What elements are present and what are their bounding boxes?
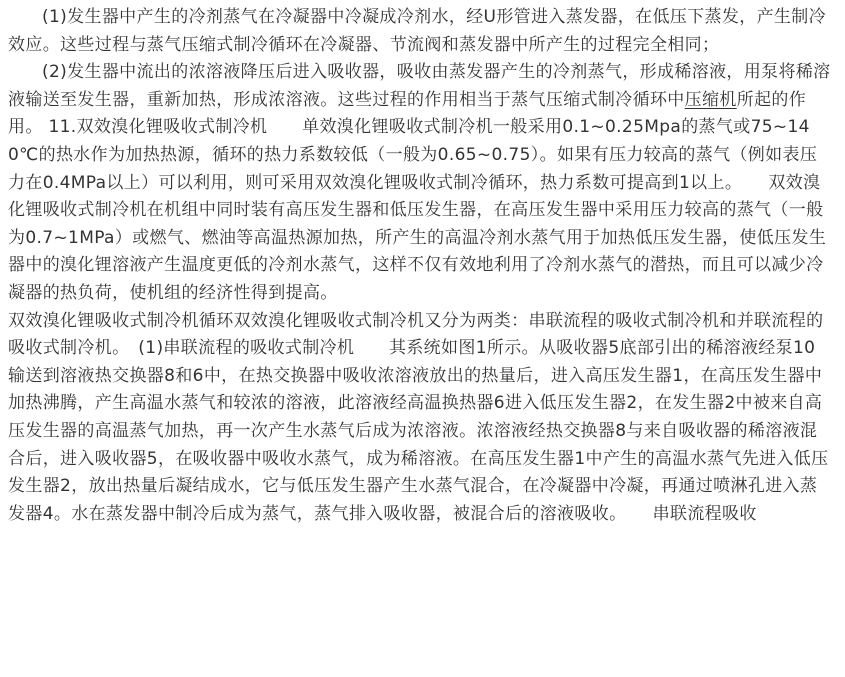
compressor-link[interactable]: 压缩机 xyxy=(684,89,737,110)
paragraph-3-text: 双效溴化锂吸收式制冷机循环双效溴化锂吸收式制冷机又分为两类：串联流程的吸收式制冷机和并联流程的吸收式制冷机。 (1)串联流程的吸收式制冷机 其系统如图1所示。从吸收器5底部引出的稀溶液经泵10输送到溶液热交换器8和6中，在热交换器中吸收浓溶液放出的热量后，进入高压发生器1，在高压发生器中加热沸腾，产生高温水蒸气和较浓的溶液，此溶液经高温换热器6进入低压发生器2，在发生器2中被来自高压发生器的高温蒸气加热，再一次产生水蒸气后成为浓溶液。浓溶液经热交换器8与来自吸收器的稀溶液混合后，进入吸收器5，在吸收器中吸收水蒸气，成为稀溶液。在高压发生器1中产生的高温水蒸气先进入低压发生器2，放出热量后凝结成水，它与低压发生器产生水蒸气混合，在冷凝器中冷凝，再通过喷淋孔进入蒸发器4。水在蒸发器中制冷后成为蒸气，蒸气排入吸收器，被混合后的溶液吸收。 串联流程吸收 xyxy=(8,310,829,524)
paragraph-2 xyxy=(8,59,831,307)
paragraph-2-text-b: 所起的作用。 11.双效溴化锂吸收式制冷机 单效溴化锂吸收式制冷机一般采用0.1~0.25Mpa的蒸气或75~140℃的热水作为加热热源，循环的热力系数较低（一般为0.65~0.75）。如果有压力较高的蒸气（例如表压力在0.4MPa以上）可以利用，则可采用双效溴化锂吸收式制冷循环，热力系数可提高到1以上。 双效溴化锂吸收式制冷机在机组中同时装有高压发生器和低压发生器，在高压发生器中采用压力较高的蒸气（一般为0.7~1MPa）或燃气、燃油等高温热源加热，所产生的高温冷剂水蒸气用于加热低压发生器，使低压发生器中的溴化锂溶液产生温度更低的冷剂水蒸气，这样不仅有效地利用了冷剂水蒸气的潜热，而且可以减少冷凝器的热负荷，使机组的经济性得到提高。 xyxy=(8,89,827,303)
paragraph-1 xyxy=(8,4,831,59)
paragraph-2-text-a: (2)发生器中流出的浓溶液降压后进入吸收器，吸收由蒸发器产生的冷剂蒸气，形成稀溶液，用泵将稀溶液输送至发生器，重新加热，形成浓溶液。这些过程的作用相当于蒸气压缩式制冷循环中 xyxy=(8,62,831,110)
paragraph-1-text: (1)发生器中产生的冷剂蒸气在冷凝器中冷凝成冷剂水，经U形管进入蒸发器，在低压下蒸发，产生制冷效应。这些过程与蒸气压缩式制冷循环在冷凝器、节流阀和蒸发器中所产生的过程完全相同； xyxy=(8,7,826,55)
paragraph-3 xyxy=(8,308,831,529)
